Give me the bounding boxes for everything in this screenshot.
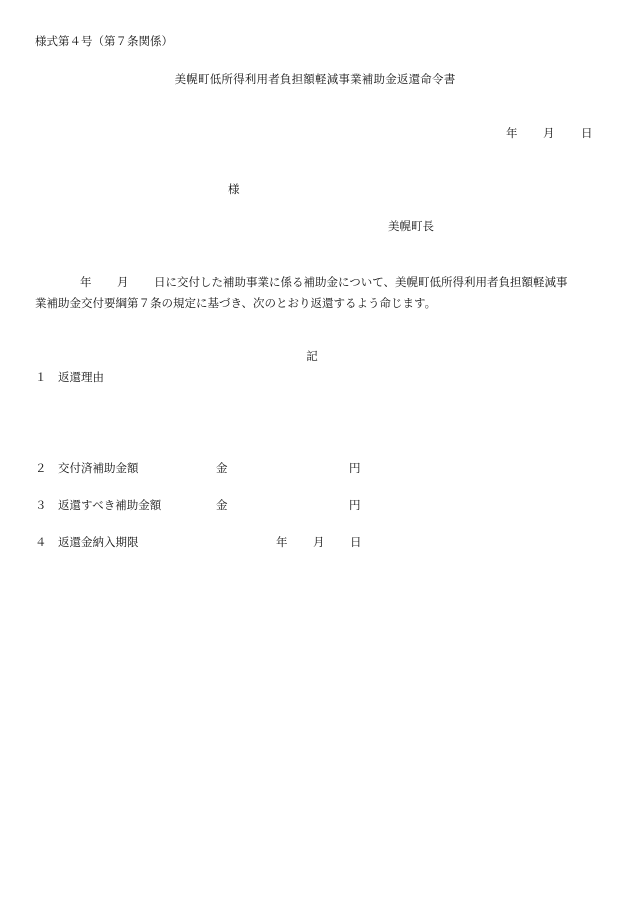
document-title: 美幌町低所得利用者負担額軽減事業補助金返還命令書 [174,72,456,86]
item-label-payment-deadline: 返還金納入期限 [58,535,139,549]
body-month-label: 月 [117,275,129,289]
date-year-label: 年 [506,126,518,140]
issuer-name: 美幌町長 [388,219,434,233]
body-year-label: 年 [80,275,92,289]
body-text-line1: 日に交付した補助事業に係る補助金について、美幌町低所得利用者負担額軽減事 [154,275,568,289]
amount-prefix: 金 [216,461,228,475]
body-text-line2: 業補助金交付要綱第７条の規定に基づき、次のとおり返還するよう命じます。 [35,296,437,310]
amount-prefix: 金 [216,498,228,512]
amount-unit: 円 [349,498,361,512]
addressee-suffix: 様 [228,182,240,196]
amount-unit: 円 [349,461,361,475]
deadline-day-label: 日 [350,535,362,549]
date-day-label: 日 [581,126,593,140]
deadline-month-label: 月 [313,535,325,549]
date-month-label: 月 [543,126,555,140]
item-number: ２ [35,461,47,475]
form-number: 様式第４号（第７条関係） [35,34,173,48]
item-label-granted-amount: 交付済補助金額 [58,461,139,475]
item-number: ３ [35,498,47,512]
item-number: ４ [35,535,47,549]
deadline-year-label: 年 [276,535,288,549]
ki-heading: 記 [306,349,318,363]
item-label-return-amount: 返還すべき補助金額 [58,498,162,512]
item-label-return-reason: 返還理由 [58,370,104,384]
item-number: １ [35,370,47,384]
